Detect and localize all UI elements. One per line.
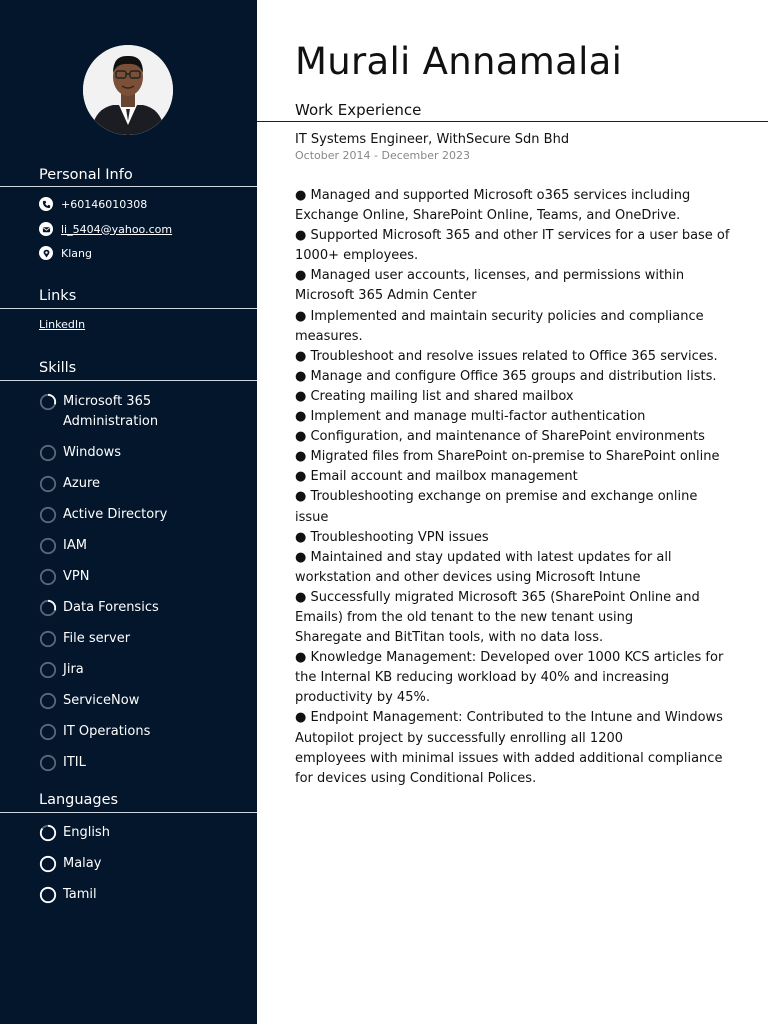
language-label: Tamil: [63, 887, 97, 902]
description-line: Exchange Online, SharePoint Online, Teams, and OneDrive.: [295, 208, 681, 224]
description-line: ● Managed user accounts, licenses, and permissions within: [295, 268, 685, 284]
email-row: [39, 222, 172, 236]
job-title: IT Systems Engineer, WithSecure Sdn Bhd: [295, 132, 570, 147]
description-line: Autopilot project by successfully enrolling all 1200: [295, 730, 624, 746]
description-line: ● Endpoint Management: Contributed to the Intune and Windows: [295, 710, 723, 726]
level-ring-icon: [39, 475, 57, 493]
skill-label: ServiceNow: [63, 693, 140, 708]
skills-heading: Skills: [39, 360, 77, 376]
description-line: Emails) from the old tenant to the new tenant using: [295, 609, 634, 625]
level-ring-icon: [39, 855, 57, 873]
skill-item: [39, 567, 239, 587]
skill-label: Microsoft 365 Administration: [63, 394, 159, 429]
candidate-name: Murali Annamalai: [295, 40, 623, 83]
description-line: ● Maintained and stay updated with latest updates for all: [295, 549, 672, 565]
phone-row: [39, 197, 147, 211]
skill-item: [39, 691, 239, 711]
description-line: employees with minimal issues with added additional compliance: [295, 750, 723, 766]
description-line: productivity by 45%.: [295, 690, 430, 706]
description-line: the Internal KB reducing workload by 40% and increasing: [295, 670, 670, 686]
description-line: ● Supported Microsoft 365 and other IT services for a user base of: [295, 228, 730, 244]
skill-label: Jira: [63, 662, 84, 677]
skill-label: ITIL: [63, 755, 86, 770]
skill-item: [39, 722, 239, 742]
skill-item: [39, 629, 239, 649]
main-content: [257, 0, 768, 1024]
level-ring-icon: [39, 723, 57, 741]
skill-item: [39, 443, 239, 463]
language-label: Malay: [63, 856, 102, 871]
skill-label: Active Directory: [63, 507, 168, 522]
map-pin-icon: [39, 246, 53, 260]
level-ring-icon: [39, 599, 57, 617]
description-line: ● Email account and mailbox management: [295, 469, 578, 485]
description-line: measures.: [295, 328, 363, 344]
skill-item: [39, 660, 239, 680]
divider: [0, 186, 257, 187]
language-item: [39, 885, 239, 905]
divider: [257, 121, 768, 122]
links-heading: Links: [39, 288, 77, 304]
skill-item: [39, 392, 239, 432]
description-line: ● Implemented and maintain security policies and compliance: [295, 308, 704, 324]
phone-icon: [39, 197, 53, 211]
level-ring-icon: [39, 568, 57, 586]
description-line: ● Creating mailing list and shared mailbox: [295, 388, 574, 404]
linkedin-link[interactable]: LinkedIn: [39, 318, 86, 331]
level-ring-icon: [39, 661, 57, 679]
description-line: ● Manage and configure Office 365 groups and distribution lists.: [295, 368, 717, 384]
description-line: ● Implement and manage multi-factor authentication: [295, 409, 646, 425]
location-text: Klang: [61, 246, 92, 260]
level-ring-icon: [39, 692, 57, 710]
sidebar: [0, 0, 257, 1024]
skill-item: [39, 536, 239, 556]
skill-label: File server: [63, 631, 131, 646]
description-line: ● Troubleshooting VPN issues: [295, 529, 489, 545]
description-line: Microsoft 365 Admin Center: [295, 288, 477, 304]
language-item: [39, 823, 239, 843]
description-line: for devices using Conditional Polices.: [295, 770, 537, 786]
level-ring-icon: [39, 824, 57, 842]
level-ring-icon: [39, 444, 57, 462]
description-line: ● Configuration, and maintenance of SharePoint environments: [295, 429, 705, 445]
skill-label: IAM: [63, 538, 87, 553]
description-line: issue: [295, 509, 329, 525]
location-row: [39, 246, 92, 260]
work-experience-heading: Work Experience: [295, 101, 422, 119]
job-description: [295, 186, 735, 789]
skill-label: Windows: [63, 445, 122, 460]
job-dates: October 2014 - December 2023: [295, 149, 471, 162]
email-link[interactable]: li_5404@yahoo.com: [61, 222, 173, 236]
level-ring-icon: [39, 537, 57, 555]
level-ring-icon: [39, 886, 57, 904]
skill-item: [39, 598, 239, 618]
description-line: ● Migrated files from SharePoint on-premise to SharePoint online: [295, 449, 720, 465]
personal-info-heading: Personal Info: [39, 167, 133, 183]
avatar: [83, 45, 173, 135]
description-line: ● Knowledge Management: Developed over 1000 KCS articles for: [295, 650, 724, 666]
skill-label: IT Operations: [63, 724, 151, 739]
divider: [0, 308, 257, 309]
divider: [0, 812, 257, 813]
skill-label: Azure: [63, 476, 101, 491]
skill-item: [39, 474, 239, 494]
level-ring-icon: [39, 630, 57, 648]
description-line: 1000+ employees.: [295, 248, 419, 264]
skill-item: [39, 753, 239, 773]
description-line: ● Troubleshoot and resolve issues related to Office 365 services.: [295, 348, 718, 364]
language-label: English: [63, 825, 110, 840]
description-line: workstation and other devices using Microsoft Intune: [295, 569, 641, 585]
description-line: ● Managed and supported Microsoft o365 services including: [295, 188, 691, 203]
languages-heading: Languages: [39, 792, 119, 808]
level-ring-icon: [39, 506, 57, 524]
description-line: Sharegate and BitTitan tools, with no data loss.: [295, 630, 604, 646]
divider: [0, 380, 257, 381]
level-ring-icon: [39, 754, 57, 772]
skill-item: [39, 505, 239, 525]
description-line: ● Successfully migrated Microsoft 365 (SharePoint Online and: [295, 589, 700, 605]
phone-text: +60146010308: [61, 197, 148, 211]
description-line: ● Troubleshooting exchange on premise and exchange online: [295, 489, 698, 505]
language-item: [39, 854, 239, 874]
skill-label: VPN: [63, 569, 90, 584]
envelope-icon: [39, 222, 53, 236]
skill-label: Data Forensics: [63, 600, 159, 615]
level-ring-icon: [39, 393, 57, 411]
